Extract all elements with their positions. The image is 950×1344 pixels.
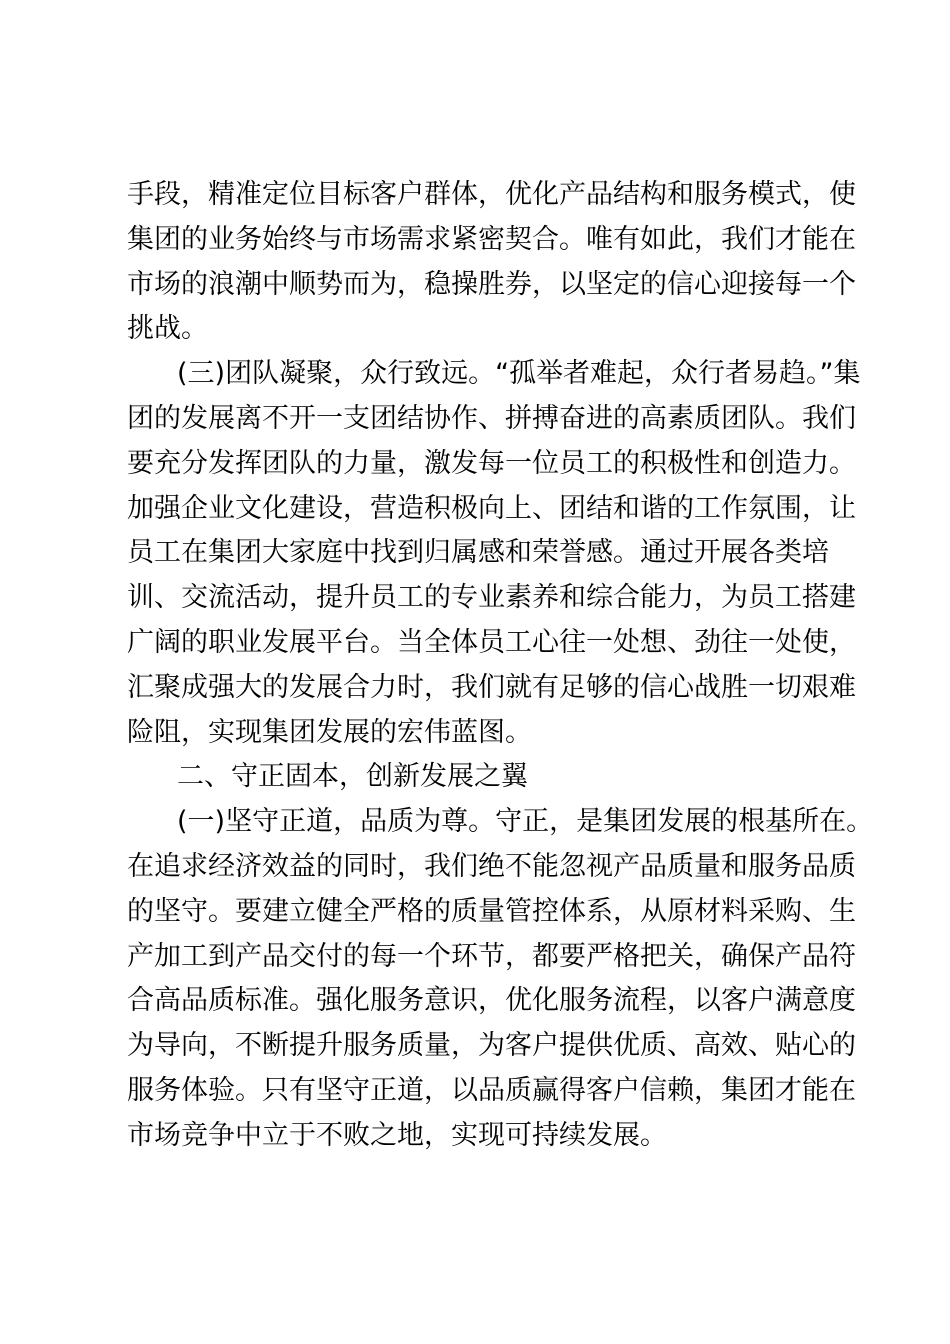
text-line: 广阔的职业发展平台。当全体员工心往一处想、劲往一处使， — [127, 626, 856, 658]
text-line: 员工在集团大家庭中找到归属感和荣誉感。通过开展各类培 — [127, 537, 829, 569]
text-line: 汇聚成强大的发展合力时，我们就有足够的信心战胜一切艰难 — [127, 671, 856, 703]
text-line: 合高品质标准。强化服务意识，优化服务流程，以客户满意度 — [127, 985, 856, 1017]
text-line: 训、交流活动，提升员工的专业素养和综合能力，为员工搭建 — [127, 582, 856, 614]
text-line: 市场的浪潮中顺势而为，稳操胜券，以坚定的信心迎接每一个 — [127, 268, 856, 300]
text-line: 集团的业务始终与市场需求紧密契合。唯有如此，我们才能在 — [127, 223, 856, 255]
section-heading: 二、守正固本，创新发展之翼 — [177, 761, 528, 793]
text-line: 为导向，不断提升服务质量，为客户提供优质、高效、贴心的 — [127, 1030, 856, 1062]
text-line: 要充分发挥团队的力量，激发每一位员工的积极性和创造力。 — [127, 447, 856, 479]
text-line: 的坚守。要建立健全严格的质量管控体系，从原材料采购、生 — [127, 895, 856, 927]
text-line: 市场竞争中立于不败之地，实现可持续发展。 — [127, 1119, 667, 1151]
document-body — [127, 173, 874, 1159]
text-line: 挑战。 — [127, 313, 208, 345]
text-line: 产加工到产品交付的每一个环节，都要严格把关，确保产品符 — [127, 940, 856, 972]
text-line: 在追求经济效益的同时，我们绝不能忽视产品质量和服务品质 — [127, 850, 856, 882]
text-line: 险阻，实现集团发展的宏伟蓝图。 — [127, 716, 532, 748]
paragraph-heading-quality: (一)坚守正道，品质为尊。守正，是集团发展的根基所在。 — [177, 806, 874, 838]
paragraph-heading-team: (三)团队凝聚，众行致远。“孤举者难起，众行者易趋。”集 — [177, 358, 861, 390]
text-line: 加强企业文化建设，营造积极向上、团结和谐的工作氛围，让 — [127, 492, 856, 524]
text-line: 手段，精准定位目标客户群体，优化产品结构和服务模式，使 — [127, 179, 856, 210]
text-line: 服务体验。只有坚守正道，以品质赢得客户信赖，集团才能在 — [127, 1074, 856, 1106]
text-line: 团的发展离不开一支团结协作、拼搏奋进的高素质团队。我们 — [127, 402, 856, 434]
